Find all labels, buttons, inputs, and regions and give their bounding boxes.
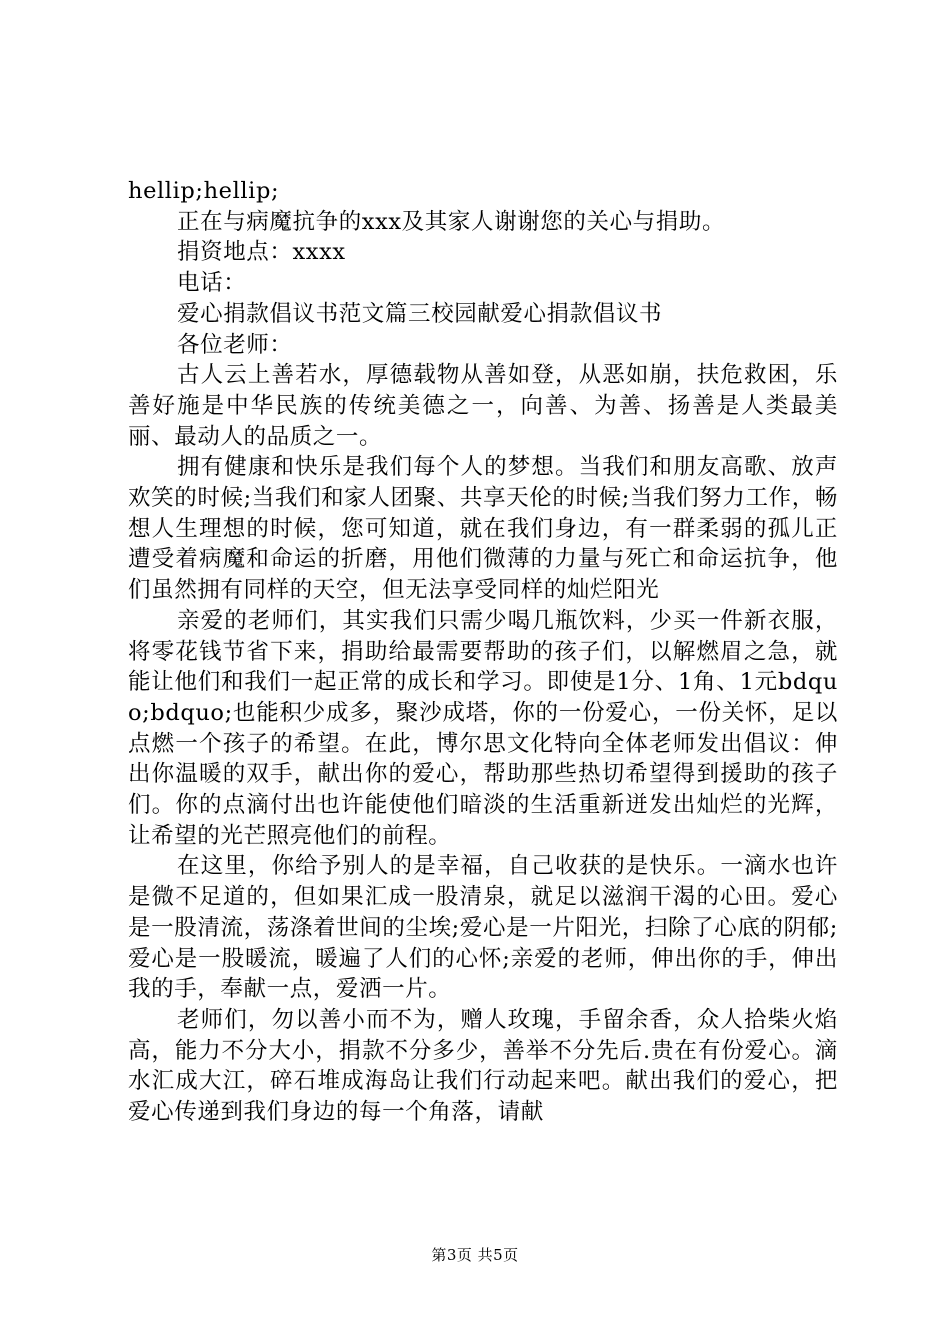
section-heading: 爱心捐款倡议书范文篇三校园献爱心捐款倡议书: [177, 300, 663, 327]
paragraph-ancient-saying: 古人云上善若水，厚德载物从善如登，从恶如崩，扶危救困，乐善好施是中华民族的传统美德之一，向善、为善、扬善是人类最美丽、最动人的品质之一。: [128, 362, 838, 450]
paragraph-happiness: 在这里，你给予别人的是幸福，自己收获的是快乐。一滴水也许是微不足道的，但如果汇成一股清泉，就足以滋润干渴的心田。爱心是一股清流，荡涤着世间的尘埃;爱心是一片阳光，扫除了心底的阴郁;爱心是一股暖流，暖遍了人们的心怀;亲爱的老师，伸出你的手，伸出我的手，奉献一点，爱洒一片。: [128, 853, 838, 1003]
salutation-line: 各位老师：: [177, 331, 293, 358]
paragraph-call-to-action: 老师们，勿以善小而不为，赠人玫瑰，手留余香，众人拾柴火焰高，能力不分大小，捐款不分多少，善举不分先后.贵在有份爱心。滴水汇成大江，碎石堆成海岛让我们行动起来吧。献出我们的爱心，把爱心传递到我们身边的每一个角落，请献: [128, 1006, 838, 1126]
thanks-line: 正在与病魔抗争的xxx及其家人谢谢您的关心与捐助。: [177, 208, 726, 235]
ellipsis-line: hellip;hellip;: [128, 178, 280, 204]
document-body: [128, 176, 838, 1128]
phone-line: 电话：: [177, 270, 247, 297]
page-number-footer: 第3页 共5页: [431, 1246, 519, 1264]
location-line: 捐资地点：xxxx: [177, 239, 346, 266]
paragraph-dear-teachers: 亲爱的老师们，其实我们只需少喝几瓶饮料，少买一件新衣服，将零花钱节省下来，捐助给最需要帮助的孩子们，以解燃眉之急，就能让他们和我们一起正常的成长和学习。即使是1分、1角、1元bdquo;bdquo;也能积少成多，聚沙成塔，你的一份爱心，一份关怀，足以点燃一个孩子的希望。在此，博尔思文化特向全体老师发出倡议：伸出你温暖的双手，献出你的爱心，帮助那些热切希望得到援助的孩子们。你的点滴付出也许能使他们暗淡的生活重新迸发出灿烂的光辉，让希望的光芒照亮他们的前程。: [128, 607, 838, 849]
paragraph-health-dream: 拥有健康和快乐是我们每个人的梦想。当我们和朋友高歌、放声欢笑的时候;当我们和家人团聚、共享天伦的时候;当我们努力工作，畅想人生理想的时候，您可知道，就在我们身边，有一群柔弱的孤儿正遭受着病魔和命运的折磨，用他们微薄的力量与死亡和命运抗争，他们虽然拥有同样的天空，但无法享受同样的灿烂阳光: [128, 454, 838, 604]
